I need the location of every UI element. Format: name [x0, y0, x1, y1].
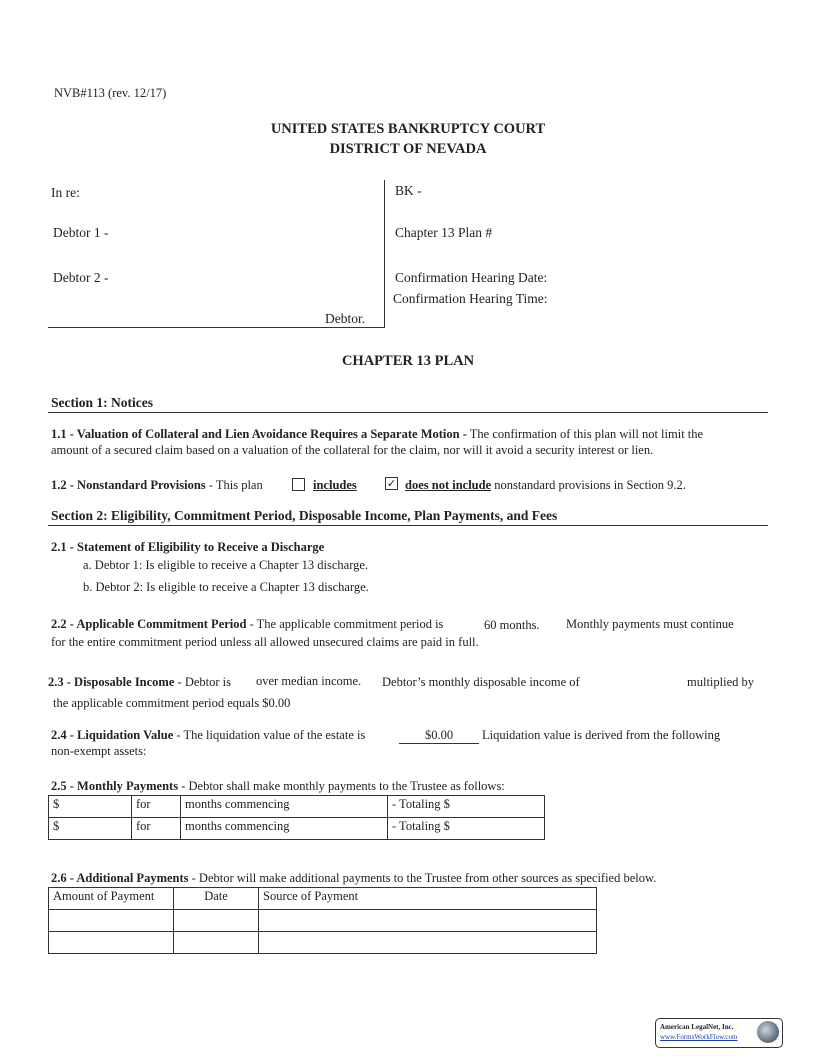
s2-6-text: - Debtor will make additional payments to the Trustee from other sources as specified below. [188, 871, 657, 885]
s2-1-label: 2.1 - Statement of Eligibility to Receive a Discharge [51, 540, 325, 554]
date-cell[interactable] [174, 910, 259, 932]
source-cell[interactable] [259, 910, 597, 932]
s2-4-tail: Liquidation value is derived from the following [482, 728, 721, 742]
s2-5-line [51, 779, 505, 794]
amount-cell[interactable]: $ [49, 818, 132, 840]
american-legalnet-logo[interactable] [655, 1018, 783, 1048]
table-row [49, 796, 545, 818]
s2-6-label: 2.6 - Additional Payments [51, 871, 189, 885]
months-cell[interactable]: months commencing [181, 796, 388, 818]
plan-number-label: Chapter 13 Plan # [395, 225, 493, 240]
table-header-row [49, 888, 597, 910]
header-source: Source of Payment [259, 888, 597, 910]
date-cell[interactable] [174, 932, 259, 954]
s2-5-text: - Debtor shall make monthly payments to the Trustee as follows: [178, 779, 505, 793]
s1-1-label: 1.1 - Valuation of Collateral and Lien Avoidance Requires a Separate Motion - [51, 427, 467, 441]
s2-3-label: 2.3 - Disposable Income [48, 675, 175, 689]
monthly-payments-table [48, 795, 545, 840]
s2-2-line1 [51, 617, 443, 632]
s1-1-line1 [51, 427, 703, 442]
amount-cell[interactable] [49, 910, 174, 932]
court-name: UNITED STATES BANKRUPTCY COURT [270, 121, 546, 137]
s2-2-line2: for the entire commitment period unless all allowed unsecured claims are paid in full. [51, 635, 479, 649]
total-cell[interactable]: - Totaling $ [388, 818, 545, 840]
s2-1-debtor1: a. Debtor 1: Is eligible to receive a Chapter 13 discharge. [83, 558, 369, 572]
amount-cell[interactable] [49, 932, 174, 954]
table-row [49, 818, 545, 840]
s2-3-tail: multiplied by [687, 675, 755, 689]
caption-divider [384, 180, 385, 328]
section1-rule [48, 412, 768, 413]
table-row [49, 932, 597, 954]
debtor-label: Debtor. [325, 311, 366, 326]
header-amount: Amount of Payment [49, 888, 174, 910]
plan-title: CHAPTER 13 PLAN [341, 353, 475, 369]
section1-heading: Section 1: Notices [51, 395, 153, 410]
s2-3-mid: Debtor’s monthly disposable income of [382, 675, 580, 689]
s1-1-line2: amount of a secured claim based on a valuation of the collateral for the claim, nor will it avoid a security interest or lien. [51, 443, 654, 457]
bk-number-label: BK - [395, 183, 422, 198]
court-district: DISTRICT OF NEVADA [329, 141, 487, 157]
section2-rule [48, 525, 768, 526]
s2-4-label: 2.4 - Liquidation Value [51, 728, 174, 742]
s2-5-label: 2.5 - Monthly Payments [51, 779, 179, 793]
s1-1-text: The confirmation of this plan will not limit the [466, 427, 704, 441]
debtor2-label: Debtor 2 - [53, 270, 109, 285]
logo-company-name: American LegalNet, Inc. [660, 1023, 734, 1031]
for-cell: for [132, 818, 181, 840]
total-cell[interactable]: - Totaling $ [388, 796, 545, 818]
hearing-time-label: Confirmation Hearing Time: [393, 291, 548, 306]
s2-3-line2: the applicable commitment period equals $0.00 [53, 696, 291, 710]
liquidation-value[interactable]: $0.00 [399, 728, 479, 744]
s2-4-line2: non-exempt assets: [51, 744, 147, 758]
s2-1-debtor2: b. Debtor 2: Is eligible to receive a Chapter 13 discharge. [83, 580, 369, 594]
debtor1-label: Debtor 1 - [53, 225, 109, 240]
s1-2-this-plan: - This plan [205, 478, 263, 492]
s2-2-tail: Monthly payments must continue [566, 617, 734, 631]
header-date: Date [174, 888, 259, 910]
table-row [49, 910, 597, 932]
source-cell[interactable] [259, 932, 597, 954]
does-not-include-checkbox[interactable]: ✓ [386, 477, 397, 490]
s1-2-tail-text: nonstandard provisions in Section 9.2. [491, 478, 686, 492]
s1-2-tail [405, 478, 686, 493]
commitment-period-value[interactable]: 60 months. [484, 618, 540, 632]
caption-bottom-rule [48, 327, 384, 328]
for-cell: for [132, 796, 181, 818]
s1-2-line [51, 478, 263, 493]
logo-url: www.FormsWorkFlow.com [660, 1033, 738, 1041]
s2-2-label: 2.2 - Applicable Commitment Period [51, 617, 247, 631]
s2-3-text: - Debtor is [174, 675, 231, 689]
includes-label: includes [313, 478, 357, 492]
form-id: NVB#113 (rev. 12/17) [54, 86, 167, 100]
hearing-date-label: Confirmation Hearing Date: [395, 270, 548, 285]
s1-2-label: 1.2 - Nonstandard Provisions [51, 478, 206, 492]
in-re-label: In re: [51, 185, 80, 200]
globe-icon [757, 1021, 779, 1043]
additional-payments-table [48, 887, 597, 954]
does-not-include-label: does not include [405, 478, 492, 492]
s2-4-text: - The liquidation value of the estate is [173, 728, 366, 742]
income-status-value[interactable]: over median income. [256, 674, 362, 688]
s2-2-text: - The applicable commitment period is [246, 617, 444, 631]
section2-heading: Section 2: Eligibility, Commitment Period, Disposable Income, Plan Payments, and Fees [51, 508, 558, 523]
amount-cell[interactable]: $ [49, 796, 132, 818]
months-cell[interactable]: months commencing [181, 818, 388, 840]
s2-6-line [51, 871, 656, 886]
includes-checkbox[interactable] [292, 478, 305, 491]
s2-4-line1 [51, 728, 365, 743]
s2-3-line1 [48, 675, 231, 690]
